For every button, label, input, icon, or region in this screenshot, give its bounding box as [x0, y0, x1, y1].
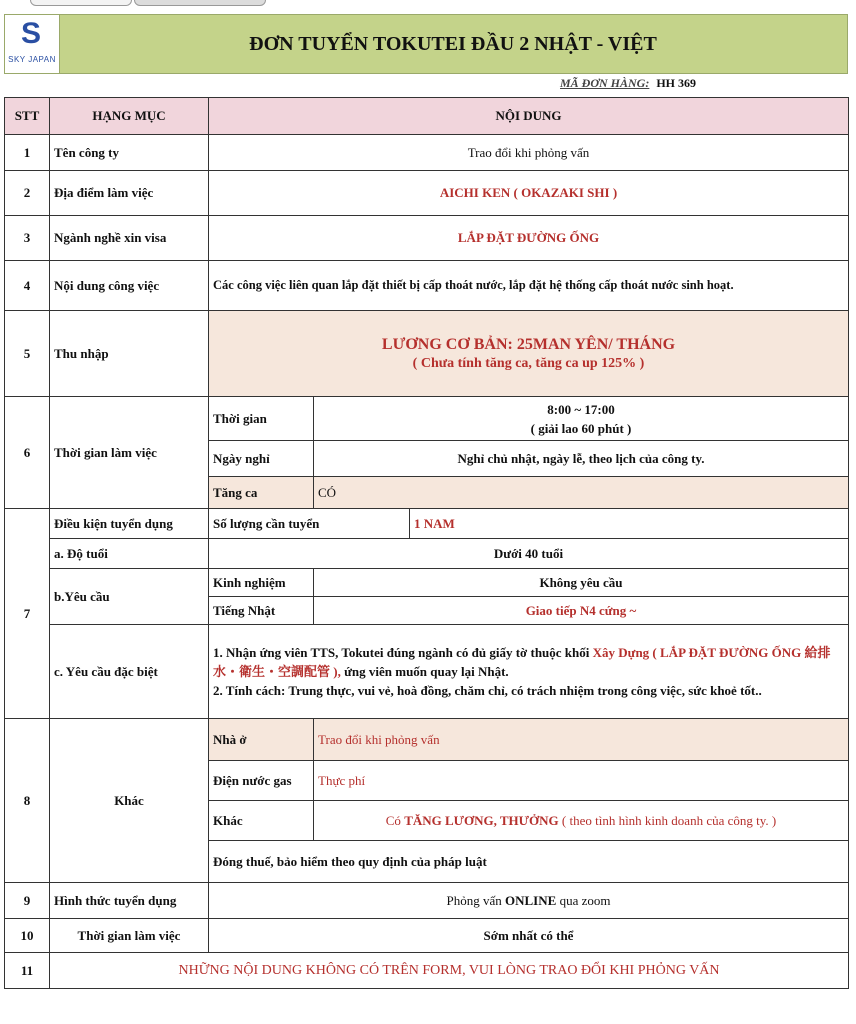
utilities-value: Thực phí [314, 761, 849, 801]
age-value: Dưới 40 tuổi [209, 539, 849, 569]
table-row [5, 397, 849, 441]
special-requirement-1: 1. Nhận ứng viên TTS, Tokutei đúng ngành có đủ giấy tờ thuộc khối Xây Dựng ( LẮP ĐẶT ĐƯỜNG ỐNG 給排水・衛生・空調配管 ), ứng viên muốn quay lại Nhật. [213, 645, 831, 679]
overtime-value: CÓ [314, 477, 849, 509]
row-label: Thời gian làm việc [50, 919, 209, 953]
income-note: ( Chưa tính tăng ca, tăng ca up 125% ) [412, 355, 645, 371]
company-name-value: Trao đổi khi phỏng vấn [209, 135, 849, 171]
table-row [5, 171, 849, 216]
row-number: 2 [5, 171, 50, 216]
recruitment-method-value: Phỏng vấn ONLINE qua zoom [209, 883, 849, 919]
row-number: 6 [5, 397, 50, 509]
work-location-value: AICHI KEN ( OKAZAKI SHI ) [209, 171, 849, 216]
row-number: 11 [5, 953, 50, 989]
row-label: a. Độ tuổi [50, 539, 209, 569]
logo-mark-icon: S [20, 17, 41, 50]
row-label: Tên công ty [50, 135, 209, 171]
job-content-value: Các công việc liên quan lắp đặt thiết bị cấp thoát nước, lắp đặt hệ thống cấp thoát nước sinh hoạt. [209, 261, 849, 311]
japanese-level-value: Giao tiếp N4 cứng ~ [314, 597, 849, 625]
browser-tab[interactable] [30, 0, 132, 6]
row-label: b.Yêu cầu [50, 569, 209, 625]
sub-label: Ngày nghỉ [209, 441, 314, 477]
browser-tab-active[interactable] [134, 0, 266, 6]
row-number: 4 [5, 261, 50, 311]
row-number: 1 [5, 135, 50, 171]
sub-label: Khác [209, 801, 314, 841]
sub-label: Số lượng cần tuyển [209, 509, 410, 539]
row-number: 8 [5, 719, 50, 883]
table-row [5, 261, 849, 311]
table-row [5, 311, 849, 397]
job-order-table [4, 97, 849, 989]
row-label: Thời gian làm việc [50, 397, 209, 509]
work-hours-value [314, 397, 849, 441]
row-label: Khác [50, 719, 209, 883]
col-header-content: NỘI DUNG [209, 98, 849, 135]
visa-industry-value: LẮP ĐẶT ĐƯỜNG ỐNG [209, 216, 849, 261]
table-row [5, 539, 849, 569]
sub-label: Nhà ở [209, 719, 314, 761]
row-label: Thu nhập [50, 311, 209, 397]
start-time-value: Sớm nhất có thể [209, 919, 849, 953]
days-off-value: Nghỉ chủ nhật, ngày lễ, theo lịch của công ty. [314, 441, 849, 477]
housing-value: Trao đổi khi phỏng vấn [314, 719, 849, 761]
row-number: 3 [5, 216, 50, 261]
table-row [5, 569, 849, 597]
col-header-category: HẠNG MỤC [50, 98, 209, 135]
order-code-value: HH 369 [656, 76, 697, 90]
sub-label: Điện nước gas [209, 761, 314, 801]
row-label: Hình thức tuyển dụng [50, 883, 209, 919]
table-row [5, 625, 849, 719]
top-strip [0, 0, 856, 10]
income-value [209, 311, 849, 397]
income-base-salary: LƯƠNG CƠ BẢN: 25MAN YÊN/ THÁNG [381, 335, 676, 353]
logo-text: SKY JAPAN [8, 55, 56, 64]
row-label: c. Yêu cầu đặc biệt [50, 625, 209, 719]
experience-value: Không yêu cầu [314, 569, 849, 597]
order-code-label: MÃ ĐƠN HÀNG: [560, 76, 650, 90]
table-row [5, 919, 849, 953]
footer-note: NHỮNG NỘI DUNG KHÔNG CÓ TRÊN FORM, VUI LÒNG TRAO ĐỔI KHI PHỎNG VẤN [50, 953, 849, 989]
row-label: Ngành nghề xin visa [50, 216, 209, 261]
document-title: ĐƠN TUYỂN TOKUTEI ĐẦU 2 NHẬT - VIỆT [249, 33, 657, 55]
row-number: 10 [5, 919, 50, 953]
sub-label: Tiếng Nhật [209, 597, 314, 625]
table-row [5, 719, 849, 761]
row-label: Nội dung công việc [50, 261, 209, 311]
table-header-row [5, 98, 849, 135]
other-benefits-value: Có TĂNG LƯƠNG, THƯỞNG ( theo tình hình kinh doanh của công ty. ) [314, 801, 849, 841]
table-row [5, 216, 849, 261]
sub-label: Tăng ca [209, 477, 314, 509]
quantity-value: 1 NAM [410, 509, 849, 539]
table-row [5, 509, 849, 539]
sub-label: Kinh nghiệm [209, 569, 314, 597]
company-logo [5, 15, 60, 73]
row-label: Địa điểm làm việc [50, 171, 209, 216]
sub-label: Thời gian [209, 397, 314, 441]
table-row [5, 135, 849, 171]
tax-insurance-value: Đóng thuế, bảo hiểm theo quy định của pháp luật [209, 841, 849, 883]
row-number: 9 [5, 883, 50, 919]
document-header [4, 14, 848, 74]
order-code [560, 76, 696, 91]
col-header-stt: STT [5, 98, 50, 135]
break-time: ( giải lao 60 phút ) [530, 420, 632, 436]
table-row [5, 883, 849, 919]
special-requirements-value [209, 625, 849, 719]
row-label: Điều kiện tuyển dụng [50, 509, 209, 539]
work-hours: 8:00 ~ 17:00 [547, 401, 615, 417]
row-number: 7 [5, 509, 50, 719]
special-requirement-2: 2. Tính cách: Trung thực, vui vẻ, hoà đồng, chăm chỉ, có trách nhiệm trong công việc, sức khoẻ tốt.. [213, 683, 762, 698]
table-row [5, 953, 849, 989]
row-number: 5 [5, 311, 50, 397]
